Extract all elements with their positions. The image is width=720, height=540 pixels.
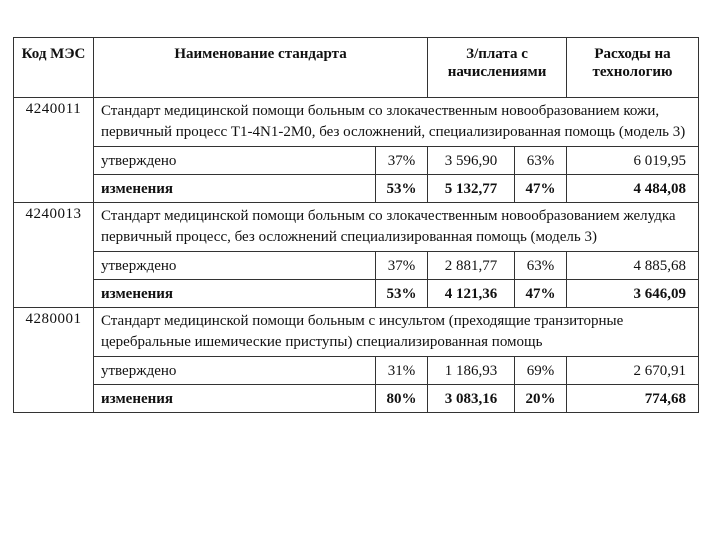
tech-percent: 47% — [515, 280, 567, 308]
approved-row — [14, 147, 699, 175]
standards-table — [13, 37, 699, 413]
salary-percent: 53% — [376, 175, 428, 203]
salary-percent: 31% — [376, 357, 428, 385]
header-tech: Расходы на технологию — [567, 38, 699, 98]
standard-description: Стандарт медицинской помощи больным со злокачественным новообразованием кожи, первичный процесс T1-4N1-2M0, без осложнений, специализированная помощь (модель 3) — [94, 98, 699, 147]
standard-row — [14, 203, 699, 252]
standard-code: 4240011 — [14, 98, 94, 203]
salary-value: 4 121,36 — [428, 280, 515, 308]
tech-value: 6 019,95 — [567, 147, 699, 175]
salary-percent: 80% — [376, 385, 428, 413]
salary-value: 1 186,93 — [428, 357, 515, 385]
tech-percent: 63% — [515, 252, 567, 280]
standard-description: Стандарт медицинской помощи больным со злокачественным новообразованием желудка первичный процесс, без осложнений специализированная помощь (модель 3) — [94, 203, 699, 252]
approved-label: утверждено — [94, 357, 376, 385]
tech-percent: 63% — [515, 147, 567, 175]
salary-value: 3 596,90 — [428, 147, 515, 175]
standard-description: Стандарт медицинской помощи больным с инсультом (преходящие транзиторные церебральные ишемические приступы) специализированная помощь — [94, 308, 699, 357]
changes-row — [14, 385, 699, 413]
tech-value: 4 885,68 — [567, 252, 699, 280]
standard-code: 4280001 — [14, 308, 94, 413]
tech-value: 3 646,09 — [567, 280, 699, 308]
standard-code: 4240013 — [14, 203, 94, 308]
tech-percent: 47% — [515, 175, 567, 203]
tech-percent: 20% — [515, 385, 567, 413]
header-salary: З/плата с начислениями — [428, 38, 567, 98]
changes-label: изменения — [94, 175, 376, 203]
changes-row — [14, 175, 699, 203]
header-code: Код МЭС — [14, 38, 94, 98]
changes-label: изменения — [94, 385, 376, 413]
standard-row — [14, 98, 699, 147]
salary-percent: 37% — [376, 252, 428, 280]
approved-label: утверждено — [94, 147, 376, 175]
salary-value: 5 132,77 — [428, 175, 515, 203]
header-name: Наименование стандарта — [94, 38, 428, 98]
tech-value: 2 670,91 — [567, 357, 699, 385]
tech-value: 774,68 — [567, 385, 699, 413]
salary-value: 3 083,16 — [428, 385, 515, 413]
standard-row — [14, 308, 699, 357]
salary-percent: 37% — [376, 147, 428, 175]
approved-row — [14, 357, 699, 385]
approved-label: утверждено — [94, 252, 376, 280]
approved-row — [14, 252, 699, 280]
changes-row — [14, 280, 699, 308]
tech-value: 4 484,08 — [567, 175, 699, 203]
header-row — [14, 38, 699, 98]
changes-label: изменения — [94, 280, 376, 308]
salary-value: 2 881,77 — [428, 252, 515, 280]
tech-percent: 69% — [515, 357, 567, 385]
salary-percent: 53% — [376, 280, 428, 308]
